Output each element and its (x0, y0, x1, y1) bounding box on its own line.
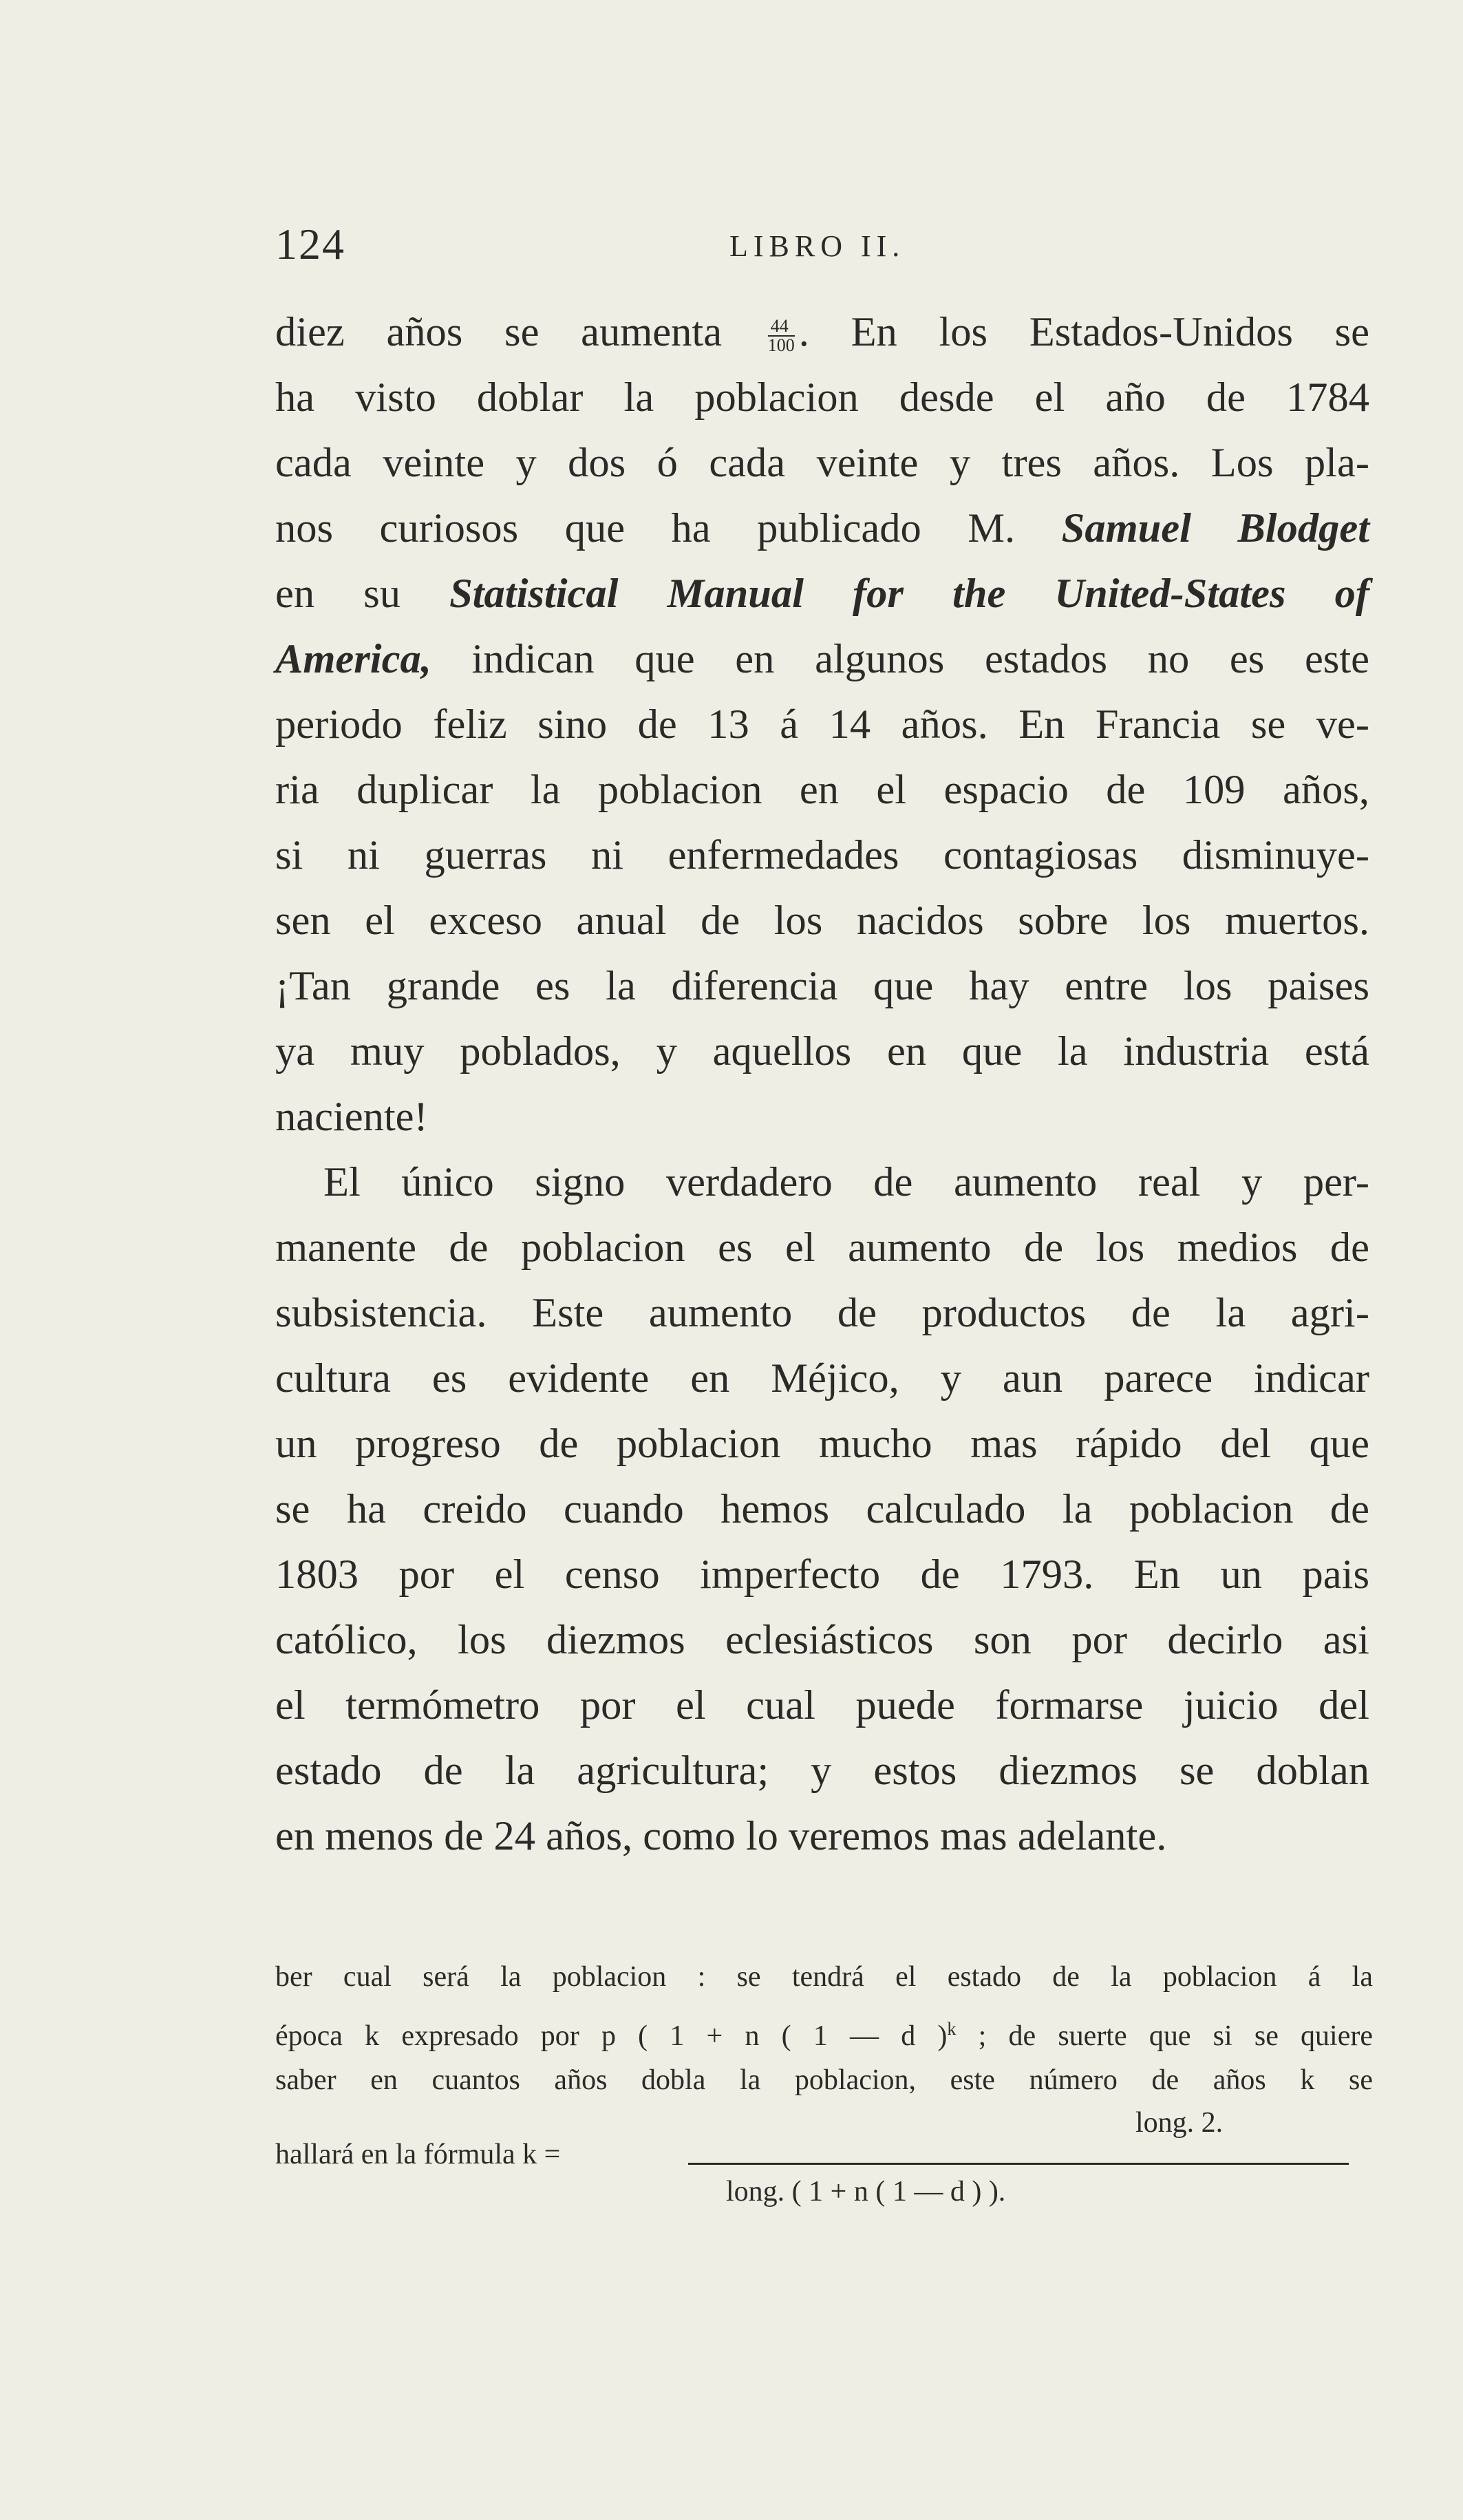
body-line: subsistencia. Este aumento de productos de la agri- (275, 1290, 1369, 1336)
body-line: ya muy poblados, y aquellos en que la industria está (275, 1028, 1369, 1074)
body-line: en su Statistical Manual for the United-States of (275, 571, 1370, 617)
footnote-line: saber en cuantos años dobla la poblacion, este número de años k se (275, 2064, 1373, 2096)
body-line: un progreso de poblacion mucho mas rápido del que (275, 1421, 1369, 1467)
author-name: Samuel Blodget (1061, 505, 1370, 551)
formula (275, 2106, 1224, 2223)
book-title-end: America, (275, 636, 431, 682)
footnote-line: ber cual será la poblacion : se tendrá el estado de la poblacion á la (275, 1961, 1373, 1993)
body-text (275, 299, 1369, 1869)
body-line: El único signo verdadero de aumento real y per- (323, 1159, 1369, 1205)
body-line: ha visto doblar la poblacion desde el año de 1784 (275, 374, 1369, 421)
body-line: católico, los diezmos eclesiásticos son por decirlo asi (275, 1617, 1369, 1663)
body-line: 1803 por el censo imperfecto de 1793. En un pais (275, 1552, 1369, 1598)
body-line: si ni guerras ni enfermedades contagiosas disminuye- (275, 832, 1369, 878)
body-line: America, indican que en algunos estados no es este (275, 636, 1369, 682)
body-line: el termómetro por el cual puede formarse juicio del (275, 1682, 1369, 1728)
body-line: naciente! (275, 1094, 428, 1140)
formula-lead: hallará en la fórmula k = (275, 2139, 561, 2170)
body-line: periodo feliz sino de 13 á 14 años. En Francia se ve- (275, 701, 1369, 748)
body-line: cultura es evidente en Méjico, y aun parece indicar (275, 1355, 1369, 1401)
formula-denominator: long. ( 1 + n ( 1 — d ) ). (726, 2176, 1006, 2207)
book-title: Statistical Manual for the United-States of (449, 571, 1370, 617)
body-line: ria duplicar la poblacion en el espacio de 109 años, (275, 767, 1369, 813)
formula-numerator: long. 2. (1135, 2107, 1224, 2139)
body-line: estado de la agricultura; y estos diezmos se doblan (275, 1748, 1369, 1794)
footnote (275, 1951, 1373, 2106)
page-number: 124 (275, 220, 345, 268)
body-line: manente de poblacion es el aumento de los medios de (275, 1225, 1369, 1271)
body-line: ¡Tan grande es la diferencia que hay entre los paises (275, 963, 1369, 1009)
body-line: sen el exceso anual de los nacidos sobre los muertos. (275, 898, 1369, 944)
body-line: cada veinte y dos ó cada veinte y tres años. Los pla- (275, 440, 1369, 486)
body-line: diez años se aumenta $\frac{44}{100}$ . En los Estados-Unidos se (275, 309, 1370, 356)
page-header (275, 219, 1376, 274)
body-line: en menos de 24 años, como lo veremos mas adelante. (275, 1813, 1167, 1859)
running-head: LIBRO II. (729, 229, 906, 263)
fraction-bar (688, 2163, 1349, 2165)
footnote-line: época k expresado por p ( 1 + n ( 1 — d )$^k$ ; de suerte que si se quiere (275, 2019, 1373, 2052)
body-line: nos curiosos que ha publicado M. Samuel Blodget (275, 505, 1370, 551)
fraction: $\frac{44}{100}$ (767, 316, 795, 356)
body-line: se ha creido cuando hemos calculado la poblacion de (275, 1486, 1369, 1532)
